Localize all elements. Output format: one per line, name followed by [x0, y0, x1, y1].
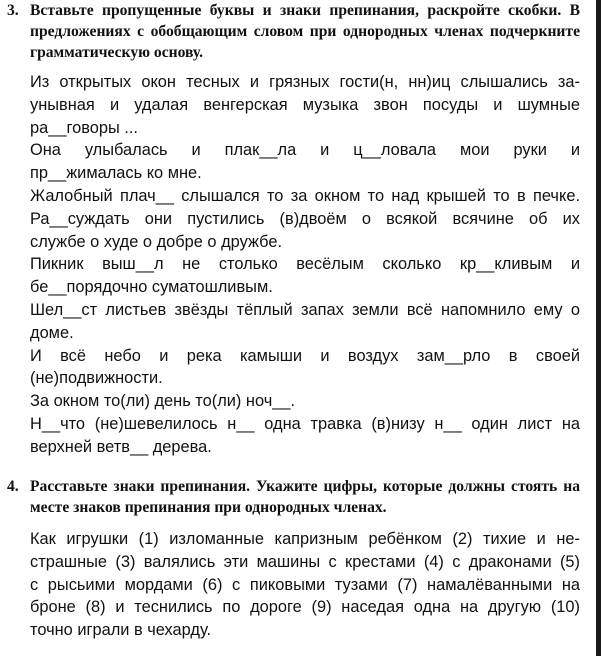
text-line: страшные (3) валялись эти машины с крестами (4) с драконами (5) — [30, 552, 580, 571]
task-3-text — [30, 71, 580, 459]
page-edge-shadow — [596, 0, 601, 656]
task-number: 3. — [7, 2, 19, 19]
text-line: (не)подвижности. — [30, 369, 163, 388]
text-line: Как игрушки (1) изломанные капризным ребёнком (2) тихие и не- — [30, 530, 580, 548]
text-line: За окном то(ли) день то(ли) ноч__. — [30, 392, 296, 411]
text-line: точно играли в чехарду. — [30, 621, 212, 640]
text-line: службе о худе о добре о дружбе. — [30, 232, 282, 251]
text-line: верхней ветв__ дерева. — [30, 437, 212, 456]
text-line: Шел__ст листьев звёзды тёплый запах земли всё напомнило ему о — [30, 300, 580, 319]
text-line: И всё небо и река камыши и воздух зам__рло в своей — [30, 346, 580, 365]
text-line: Жалобный плач__ слышался то за окном то над крышей то в печке. — [30, 186, 580, 205]
task-instruction: Вставьте пропущенные буквы и знаки препинания, раскройте скобки. В предложениях с обобщающим словом при однородных членах подчеркните грамматическую основу. — [30, 2, 580, 61]
text-line: бе__порядочно суматошливым. — [30, 278, 273, 297]
text-line: Ра__суждать они пустились (в)двоём о всякой всячине об их — [30, 209, 580, 228]
text-line: Н__что (не)шевелилось н__ одна травка (в)низу н__ один лист на — [30, 414, 580, 433]
text-line: доме. — [30, 323, 74, 342]
text-line: пр__жималась ко мне. — [30, 164, 202, 183]
text-line: Пикник выш__л не столько весёлым сколько кр__кливым и — [30, 255, 580, 274]
task-4 — [0, 476, 594, 642]
task-4-header — [0, 476, 594, 518]
text-line: броне (8) и теснились по дороге (9) наседая одна на другую (10) — [30, 598, 580, 617]
text-line: унывная и удалая венгерская музыка звон посуды и шумные — [30, 95, 580, 114]
task-3-header — [0, 0, 594, 63]
text-line: Из открытых окон тесных и грязных гости(н, нн)иц слышались за- — [30, 73, 580, 91]
task-number: 4. — [7, 478, 19, 495]
text-line: ра__говоры ... — [30, 118, 138, 137]
text-line: Она улыбалась и плак__ла и ц__ловала мои руки и — [30, 141, 580, 160]
text-line: с рысьими мордами (6) с пиковыми тузами (7) намалёванными на — [30, 575, 580, 594]
task-4-text — [30, 528, 580, 642]
task-instruction: Расставьте знаки препинания. Укажите цифры, которые должны стоять на месте знаков препинания при однородных членах. — [30, 478, 580, 516]
